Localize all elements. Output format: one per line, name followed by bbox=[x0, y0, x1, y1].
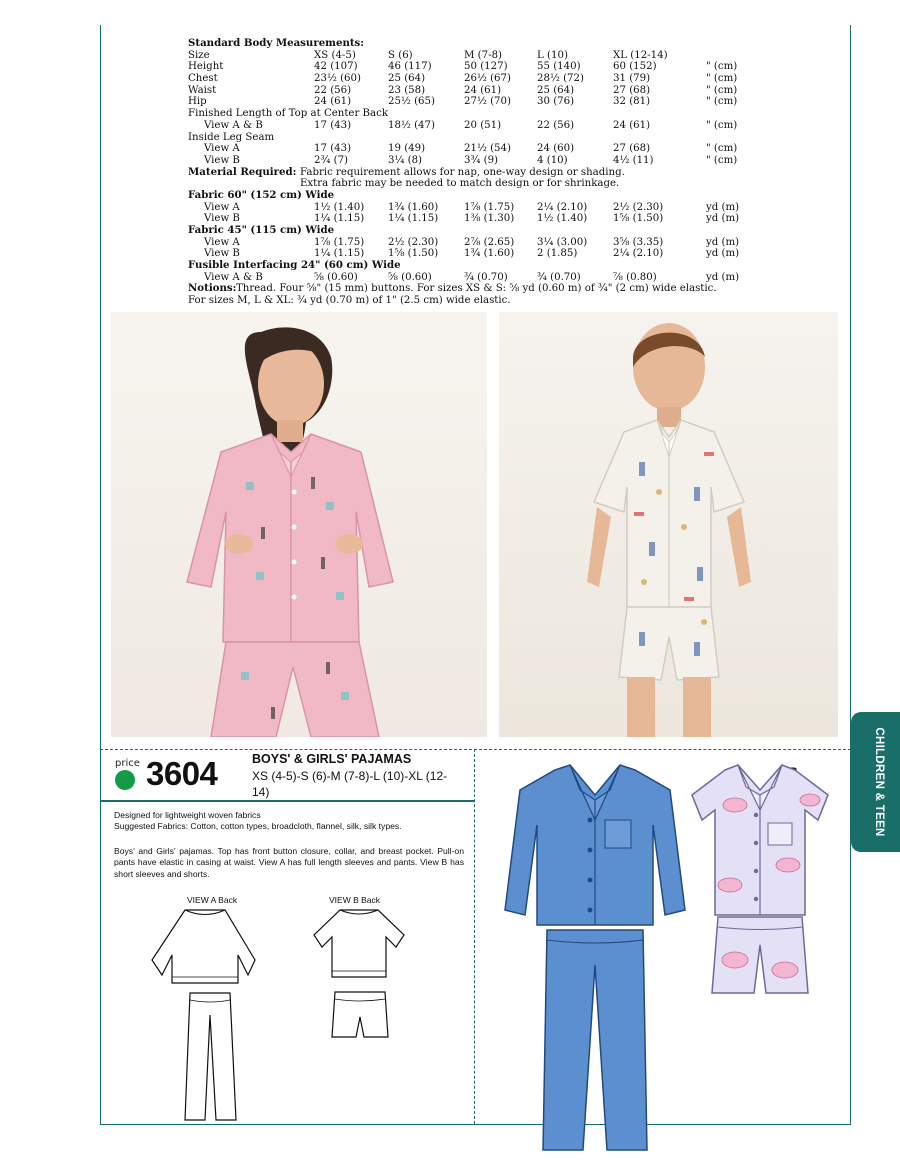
cell: 2¼ (2.10) bbox=[537, 201, 588, 213]
size-row bbox=[188, 50, 788, 62]
cell: 25½ (65) bbox=[388, 96, 435, 108]
cell: 4 (10) bbox=[537, 154, 568, 166]
yardage-row bbox=[188, 237, 788, 249]
girl-pajama-illustration bbox=[111, 312, 487, 737]
fabric-45-heading: Fabric 45" (115 cm) Wide bbox=[188, 224, 335, 236]
cell: 1⅜ (1.30) bbox=[464, 213, 515, 225]
cell: 21½ (54) bbox=[464, 143, 511, 155]
cell: 2 (1.85) bbox=[537, 248, 578, 260]
fabric-60-heading: Fabric 60" (152 cm) Wide bbox=[188, 188, 335, 201]
suggested-fabrics: Suggested Fabrics: Cotton, cotton types, broadcloth, flannel, silk, silk types. bbox=[114, 821, 402, 832]
finished-length-label: Finished Length of Top at Center Back bbox=[188, 108, 388, 120]
measurement-row bbox=[188, 96, 788, 108]
header-rule bbox=[100, 800, 474, 802]
cell: 1½ (1.40) bbox=[314, 201, 365, 213]
price-label: price bbox=[115, 758, 140, 769]
cell: 4½ (11) bbox=[613, 154, 654, 166]
interfacing-heading: Fusible Interfacing 24" (60 cm) Wide bbox=[188, 259, 401, 272]
measurement-row bbox=[188, 73, 788, 85]
cell: 2⅞ (2.65) bbox=[464, 236, 515, 248]
notions-text: Thread. Four ⅝" (15 mm) buttons. For sizes XS & S: ⅝ yd (0.60 m) of ¾" (2 cm) wide elastic. bbox=[236, 283, 717, 295]
fabric-suggestions bbox=[114, 810, 464, 833]
cell: 17 (43) bbox=[314, 119, 352, 131]
row-label: Chest bbox=[188, 73, 218, 85]
cell: 25 (64) bbox=[388, 73, 426, 85]
cell: 24 (61) bbox=[464, 84, 502, 96]
cell: 3¼ (3.00) bbox=[537, 236, 588, 248]
cell: 1⅞ (1.75) bbox=[464, 201, 515, 213]
cell: 1⅞ (1.75) bbox=[314, 236, 365, 248]
unit: yd (m) bbox=[706, 236, 740, 248]
cell: 55 (140) bbox=[537, 61, 581, 73]
cell: 19 (49) bbox=[388, 143, 426, 155]
cell: 3¾ (9) bbox=[464, 154, 499, 166]
row-label: View B bbox=[204, 213, 240, 225]
material-text: Fabric requirement allows for nap, one-way design or shading. bbox=[300, 166, 625, 178]
cell: 42 (107) bbox=[314, 61, 358, 73]
cell: ¾ (0.70) bbox=[464, 271, 508, 283]
size-col: L (10) bbox=[537, 49, 568, 61]
measurement-row bbox=[188, 85, 788, 97]
cell: 31 (79) bbox=[613, 73, 651, 85]
cell: 1¼ (1.15) bbox=[388, 213, 439, 225]
view-b-back-label: VIEW B Back bbox=[329, 895, 381, 905]
category-tab-label: CHILDREN & TEEN bbox=[873, 727, 885, 837]
boy-photo bbox=[499, 312, 838, 737]
cell: 1¾ (1.60) bbox=[388, 201, 439, 213]
cell: 3⅝ (3.35) bbox=[613, 236, 664, 248]
unit: " (cm) bbox=[706, 154, 738, 166]
row-label: View A bbox=[204, 201, 240, 213]
cell: 27 (68) bbox=[613, 84, 651, 96]
row-label: View B bbox=[204, 154, 240, 166]
measurement-chart bbox=[188, 38, 788, 307]
pattern-number: 3604 bbox=[146, 755, 218, 792]
cell: ⅝ (0.60) bbox=[314, 271, 358, 283]
row-label: View A & B bbox=[204, 271, 263, 283]
row-label: View A bbox=[204, 143, 240, 155]
unit: " (cm) bbox=[706, 73, 738, 85]
unit: " (cm) bbox=[706, 61, 738, 73]
cell: 24 (61) bbox=[613, 119, 651, 131]
measurement-row bbox=[188, 120, 788, 132]
row-label: View A & B bbox=[204, 119, 263, 131]
yardage-row bbox=[188, 272, 788, 284]
cell: 1½ (1.40) bbox=[537, 213, 588, 225]
row-label: View A bbox=[204, 236, 240, 248]
cell: 1⅝ (1.50) bbox=[388, 248, 439, 260]
cell: ⅝ (0.60) bbox=[388, 271, 432, 283]
cell: 60 (152) bbox=[613, 61, 657, 73]
view-a-front-drawing bbox=[495, 765, 695, 1155]
measurement-row bbox=[188, 61, 788, 73]
row-label: View B bbox=[204, 248, 240, 260]
unit: yd (m) bbox=[706, 271, 740, 283]
cell: 2½ (2.30) bbox=[388, 236, 439, 248]
row-label: Waist bbox=[188, 84, 217, 96]
cell: 17 (43) bbox=[314, 143, 352, 155]
pattern-description: Boys' and Girls' pajamas. Top has front button closure, collar, and breast pocket. Pull-on pants have elastic in casing at waist. View A has full length sleeves and pants. View B has short sleeves and shorts. bbox=[114, 846, 464, 879]
cell: 1⅝ (1.50) bbox=[613, 213, 664, 225]
cell: 2¼ (2.10) bbox=[613, 248, 664, 260]
unit: yd (m) bbox=[706, 213, 740, 225]
inside-leg-label: Inside Leg Seam bbox=[188, 131, 275, 143]
cell: 30 (76) bbox=[537, 96, 575, 108]
price-code-dot bbox=[115, 770, 135, 790]
measurement-row bbox=[188, 155, 788, 167]
notions-text-2: For sizes M, L & XL: ¾ yd (0.70 m) of 1" (2.5 cm) wide elastic. bbox=[188, 295, 511, 307]
cell: 2½ (2.30) bbox=[613, 201, 664, 213]
unit: " (cm) bbox=[706, 84, 738, 96]
unit: yd (m) bbox=[706, 201, 740, 213]
cell: 24 (61) bbox=[314, 96, 352, 108]
cell: 18½ (47) bbox=[388, 119, 435, 131]
view-b-front-drawing bbox=[680, 765, 840, 1000]
size-col: S (6) bbox=[388, 49, 413, 61]
cell: 1¼ (1.15) bbox=[314, 213, 365, 225]
pattern-sizes: XS (4-5)-S (6)-M (7-8)-L (10)-XL (12-14) bbox=[252, 769, 448, 799]
cell: ⅞ (0.80) bbox=[613, 271, 657, 283]
cell: 27½ (70) bbox=[464, 96, 511, 108]
row-label: Height bbox=[188, 61, 224, 73]
cell: 27 (68) bbox=[613, 143, 651, 155]
material-heading: Material Required: bbox=[188, 165, 297, 178]
view-a-back-label: VIEW A Back bbox=[187, 895, 238, 905]
cell: 22 (56) bbox=[537, 119, 575, 131]
column-divider bbox=[474, 749, 475, 1124]
cell: 32 (81) bbox=[613, 96, 651, 108]
cell: 46 (117) bbox=[388, 61, 432, 73]
cell: ¾ (0.70) bbox=[537, 271, 581, 283]
unit: " (cm) bbox=[706, 143, 738, 155]
unit: " (cm) bbox=[706, 96, 738, 108]
designed-for: Designed for lightweight woven fabrics bbox=[114, 810, 261, 820]
unit: " (cm) bbox=[706, 119, 738, 131]
cell: 23 (58) bbox=[388, 84, 426, 96]
cell: 22 (56) bbox=[314, 84, 352, 96]
cell: 50 (127) bbox=[464, 61, 508, 73]
row-label: Hip bbox=[188, 96, 207, 108]
measurement-row bbox=[188, 143, 788, 155]
pattern-title: BOYS' & GIRLS' PAJAMAS bbox=[252, 752, 412, 766]
material-text-2: Extra fabric may be needed to match design or for shrinkage. bbox=[300, 178, 620, 190]
cell: 26½ (67) bbox=[464, 73, 511, 85]
cell: 20 (51) bbox=[464, 119, 502, 131]
yardage-row bbox=[188, 202, 788, 214]
size-col: M (7-8) bbox=[464, 49, 503, 61]
view-b-back-drawing bbox=[310, 905, 410, 1045]
cell: 25 (64) bbox=[537, 84, 575, 96]
cell: 24 (60) bbox=[537, 143, 575, 155]
size-col: XS (4-5) bbox=[314, 49, 356, 61]
unit: yd (m) bbox=[706, 248, 740, 260]
cell: 1¾ (1.60) bbox=[464, 248, 515, 260]
cell: 23½ (60) bbox=[314, 73, 361, 85]
size-label: Size bbox=[188, 49, 210, 61]
cell: 1¼ (1.15) bbox=[314, 248, 365, 260]
boy-pajama-illustration bbox=[499, 312, 838, 737]
view-a-back-drawing bbox=[150, 905, 260, 1125]
section-divider bbox=[100, 749, 851, 750]
cell: 3¼ (8) bbox=[388, 154, 423, 166]
cell: 28½ (72) bbox=[537, 73, 584, 85]
size-col: XL (12-14) bbox=[613, 49, 668, 61]
girl-photo bbox=[111, 312, 487, 737]
measurements-heading: Standard Body Measurements: bbox=[188, 37, 365, 49]
cell: 2¾ (7) bbox=[314, 154, 349, 166]
notions-heading: Notions: bbox=[188, 282, 237, 295]
